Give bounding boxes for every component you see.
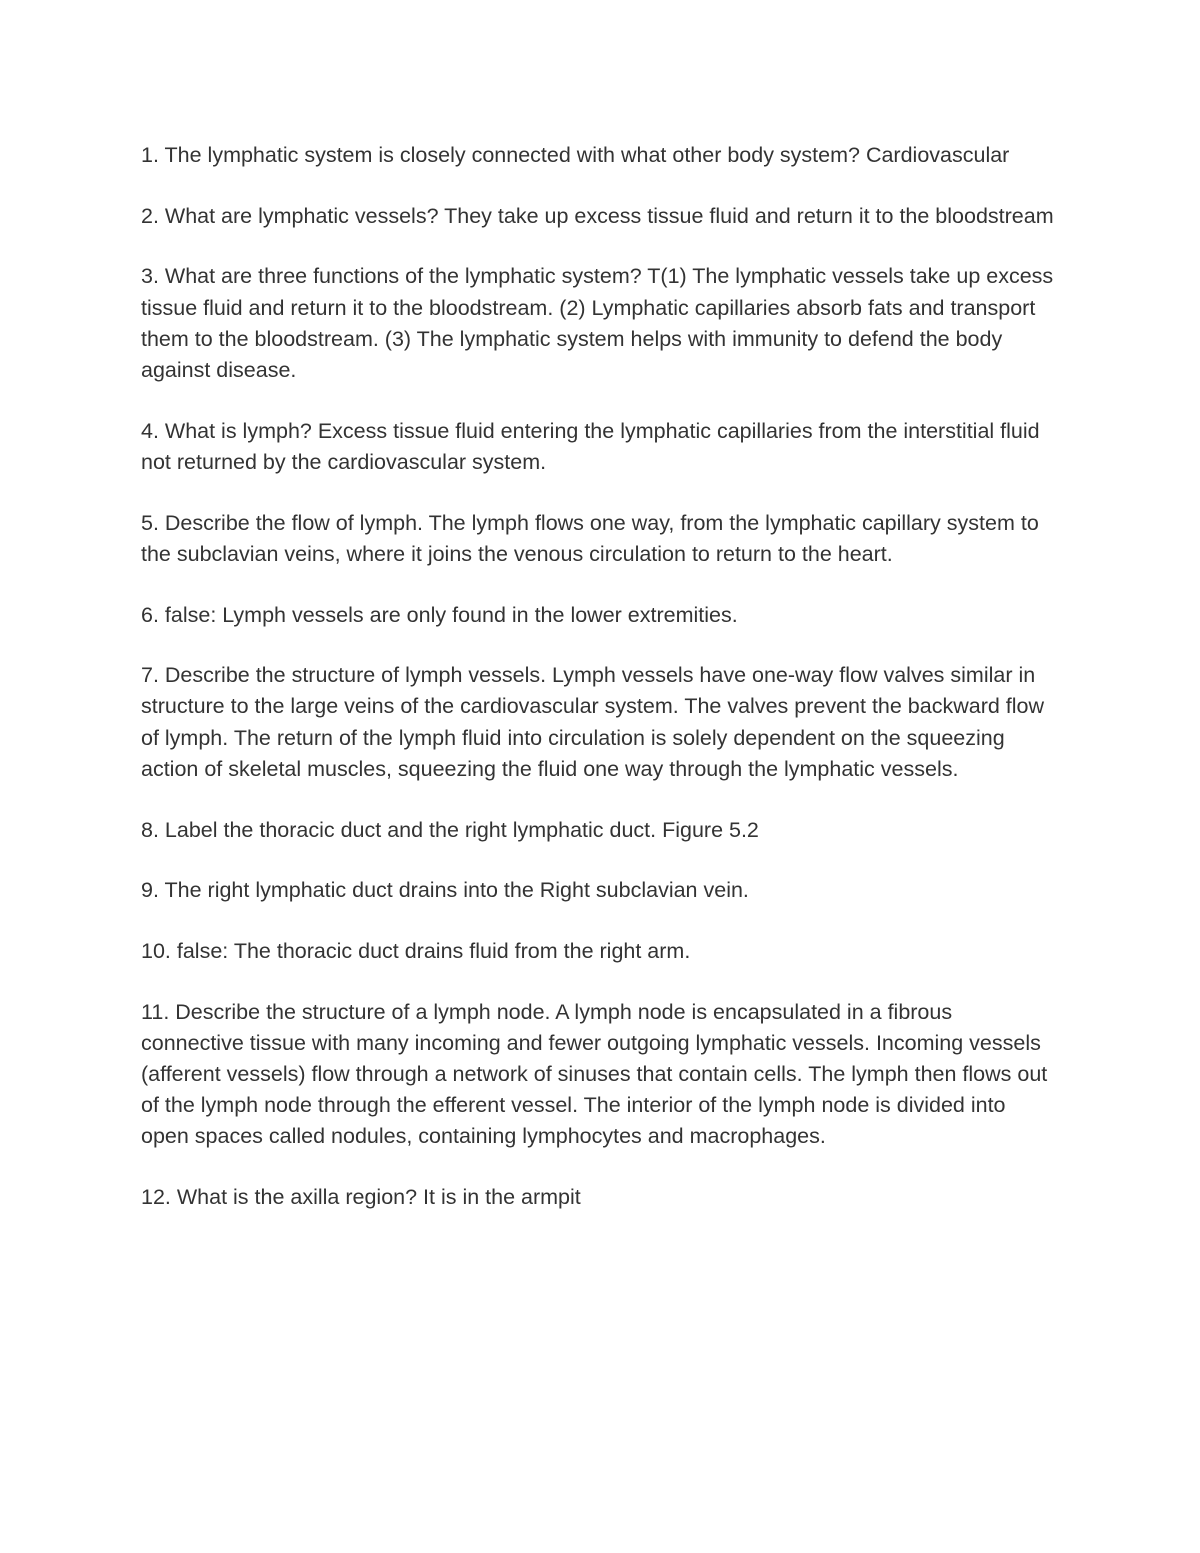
question-12: 12. What is the axilla region? It is in the armpit <box>141 1185 581 1210</box>
question-5: 5. Describe the flow of lymph. The lymph flows one way, from the lymphatic capillary system to the subclavian veins, where it joins the venous circulation to return to the heart. <box>141 510 1039 566</box>
question-6: 6. false: Lymph vessels are only found in the lower extremities. <box>141 602 738 627</box>
question-11: 11. Describe the structure of a lymph node. A lymph node is encapsulated in a fibrous connective tissue with many incoming and fewer outgoing lymphatic vessels. Incoming vessels (afferent vessels) flow through a network of sinuses that contain cells. The lymph then flows out of the lymph node through the efferent vessel. The interior of the lymph node is divided into open spaces called nodules, containing lymphocytes and macrophages. <box>141 999 1048 1149</box>
question-9: 9. The right lymphatic duct drains into the Right subclavian vein. <box>141 878 749 903</box>
question-2: 2. What are lymphatic vessels? They take up excess tissue fluid and return it to the bloodstream <box>141 203 1054 228</box>
question-4: 4. What is lymph? Excess tissue fluid entering the lymphatic capillaries from the interstitial fluid not returned by the cardiovascular system. <box>141 418 1040 474</box>
question-8: 8. Label the thoracic duct and the right lymphatic duct. Figure 5.2 <box>141 817 759 842</box>
question-3: 3. What are three functions of the lymphatic system? T(1) The lymphatic vessels take up excess tissue fluid and return it to the bloodstream. (2) Lymphatic capillaries absorb fats and transport them to the bloodstream. (3) The lymphatic system helps with immunity to defend the body against disease. <box>141 264 1054 383</box>
question-1: 1. The lymphatic system is closely connected with what other body system? Cardiovascular <box>141 143 1010 167</box>
document-body <box>141 140 1056 1243</box>
question-7: 7. Describe the structure of lymph vessels. Lymph vessels have one-way flow valves similar in structure to the large veins of the cardiovascular system. The valves prevent the backward flow of lymph. The return of the lymph fluid into circulation is solely dependent on the squeezing action of skeletal muscles, squeezing the fluid one way through the lymphatic vessels. <box>141 663 1045 781</box>
question-10: 10. false: The thoracic duct drains fluid from the right arm. <box>141 938 691 963</box>
